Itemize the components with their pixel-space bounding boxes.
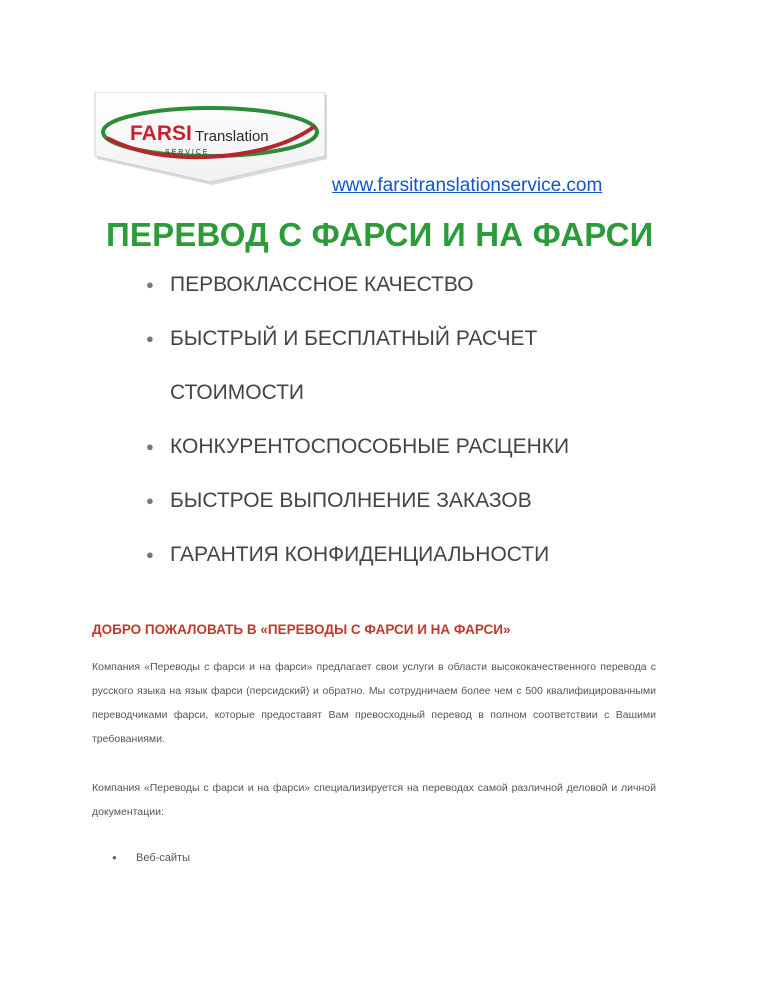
logo-word-service: S E R V I C E xyxy=(165,149,208,156)
feature-label: ПЕРВОКЛАССНОЕ КАЧЕСТВО xyxy=(170,273,474,296)
bullet-icon: ● xyxy=(146,493,154,508)
feature-item xyxy=(146,528,706,582)
bullet-icon: ● xyxy=(146,439,154,454)
company-logo xyxy=(93,92,327,186)
logo-word-farsi: FARSI xyxy=(130,122,192,145)
bullet-icon: ● xyxy=(146,277,154,292)
feature-label: ГАРАНТИЯ КОНФИДЕНЦИАЛЬНОСТИ xyxy=(170,543,550,566)
bullet-icon: ● xyxy=(146,331,154,346)
website-link[interactable]: www.farsitranslationservice.com xyxy=(332,175,603,196)
specialization-paragraph: Компания «Переводы с фарси и на фарси» специализируется на переводах самой различной деловой и личной документации: xyxy=(92,782,656,818)
bullet-icon: ● xyxy=(146,547,154,562)
list-item xyxy=(112,846,190,870)
feature-label: БЫСТРОЕ ВЫПОЛНЕНИЕ ЗАКАЗОВ xyxy=(170,489,532,512)
list-item-label: Веб-сайты xyxy=(136,852,191,864)
welcome-heading: ДОБРО ПОЖАЛОВАТЬ В «ПЕРЕВОДЫ С ФАРСИ И НА ФАРСИ» xyxy=(92,622,511,637)
intro-paragraph: Компания «Переводы с фарси и на фарси» предлагает свои услуги в области высококачественного перевода с русского языка на язык фарси (персидский) и обратно. Мы сотрудничаем более чем с 500 квалифицированными переводчиками фарси, которые предоставят Вам превосходный перевод в полном соответствии с Вашими требованиями. xyxy=(92,661,656,745)
bullet-icon: ● xyxy=(112,853,117,862)
page-title: ПЕРЕВОД С ФАРСИ И НА ФАРСИ xyxy=(106,216,654,253)
document-type-list xyxy=(112,846,190,870)
feature-label: БЫСТРЫЙ И БЕСПЛАТНЫЙ РАСЧЕТ xyxy=(170,327,538,350)
logo-badge-graphic xyxy=(93,92,327,186)
feature-item xyxy=(146,420,706,474)
feature-label: КОНКУРЕНТОСПОСОБНЫЕ РАСЦЕНКИ xyxy=(170,435,570,458)
feature-list xyxy=(146,258,706,582)
feature-item xyxy=(146,258,706,312)
feature-item xyxy=(146,312,706,420)
feature-label-continued: СТОИМОСТИ xyxy=(170,381,304,404)
feature-item xyxy=(146,474,706,528)
logo-word-translation: Translation xyxy=(195,128,269,145)
